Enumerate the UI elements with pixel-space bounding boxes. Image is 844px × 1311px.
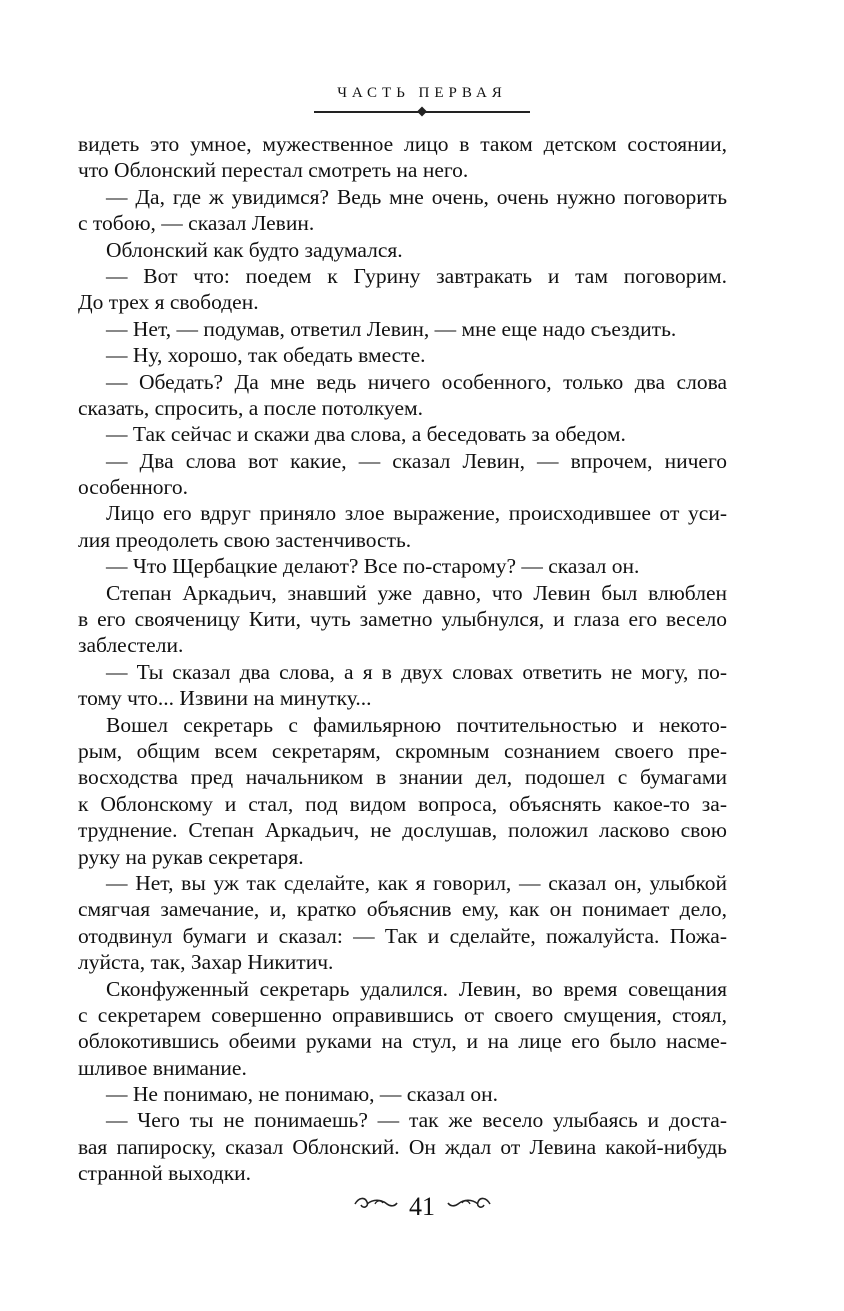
text-line: особенного. <box>78 475 188 500</box>
text-line: видеть это умное, мужественное лицо в таком детском состоянии, <box>78 132 727 156</box>
text-line: — Нет, вы уж так сделайте, как я говорил, — сказал он, улыбкой <box>106 870 727 895</box>
text-line: — Так сейчас и скажи два слова, а беседовать за обедом. <box>106 422 626 447</box>
text-line: с тобою, — сказал Левин. <box>78 211 315 236</box>
text-line: Сконфуженный секретарь удалился. Левин, во время совещания <box>106 976 727 1001</box>
text-line: — Ты сказал два слова, а я в двух словах ответить не могу, по- <box>106 659 727 684</box>
running-header <box>0 84 844 114</box>
text-line: с секретарем совершенно оправившись от своего смущения, стоял, <box>78 1002 727 1027</box>
text-line: заблестели. <box>78 633 184 658</box>
text-line: лия преодолеть свою застенчивость. <box>78 527 412 552</box>
text-line: Вошел секретарь с фамильярною почтительностью и некото- <box>106 712 727 737</box>
text-line: странной выходки. <box>78 1161 252 1186</box>
text-line: смягчая замечание, и, кратко объяснив ему, как он понимает дело, <box>78 897 727 922</box>
page-footer <box>0 1190 844 1222</box>
text-line: в его свояченицу Кити, чуть заметно улыбнулся, и глаза его весело <box>78 607 727 632</box>
text-line: руку на рукав секретаря. <box>78 844 304 869</box>
running-title: ЧАСТЬ ПЕРВАЯ <box>337 85 507 101</box>
text-line: к Облонскому и стал, под видом вопроса, объяснять какое-то за- <box>78 791 727 816</box>
text-line: Степан Аркадьич, знавший уже давно, что Левин был влюблен <box>106 580 727 605</box>
flourish-right-icon <box>446 1195 492 1219</box>
text-line: вая папироску, сказал Облонский. Он ждал от Левина какой-нибудь <box>78 1134 727 1159</box>
text-line: До трех я свободен. <box>78 290 259 315</box>
flourish-left-icon <box>353 1195 399 1219</box>
text-line: — Что Щербацкие делают? Все по-старому? — сказал он. <box>106 554 640 579</box>
text-line: Облонский как будто задумался. <box>106 237 403 262</box>
text-line: — Да, где ж увидимся? Ведь мне очень, очень нужно поговорить <box>106 184 727 209</box>
text-line: отодвинул бумаги и сказал: — Так и сделайте, пожалуйста. Пожа- <box>78 923 727 948</box>
diamond-ornament-icon <box>417 107 427 117</box>
text-line: облокотившись обеими руками на стул, и на лице его было насме- <box>78 1029 727 1054</box>
text-line: шливое внимание. <box>78 1055 247 1080</box>
body-text <box>78 131 727 1187</box>
text-line: — Нет, — подумав, ответил Левин, — мне еще надо съездить. <box>106 316 677 341</box>
header-rule-divider <box>314 108 530 114</box>
page-number: 41 <box>409 1192 435 1222</box>
text-line: Лицо его вдруг приняло злое выражение, происходившее от уси- <box>106 501 727 526</box>
text-line: сказать, спросить, а после потолкуем. <box>78 395 424 420</box>
text-line: — Не понимаю, не понимаю, — сказал он. <box>106 1082 498 1107</box>
text-line: — Обедать? Да мне ведь ничего особенного, только два слова <box>106 369 727 394</box>
text-line: труднение. Степан Аркадьич, не дослушав, положил ласково свою <box>78 818 727 843</box>
text-line: — Два слова вот какие, — сказал Левин, — впрочем, ничего <box>106 448 727 473</box>
text-line: — Чего ты не понимаешь? — так же весело улыбаясь и доста- <box>106 1108 727 1133</box>
text-line: луйста, так, Захар Никитич. <box>78 950 334 975</box>
text-line: — Ну, хорошо, так обедать вместе. <box>106 343 426 368</box>
text-line: тому что... Извини на минутку... <box>78 686 372 711</box>
text-line: рым, общим всем секретарям, скромным сознанием своего пре- <box>78 738 727 763</box>
text-line: — Вот что: поедем к Гурину завтракать и там поговорим. <box>106 263 727 288</box>
text-line: восходства пред начальником в знании дел, подошел с бумагами <box>78 765 727 790</box>
text-line: что Облонский перестал смотреть на него. <box>78 158 469 183</box>
